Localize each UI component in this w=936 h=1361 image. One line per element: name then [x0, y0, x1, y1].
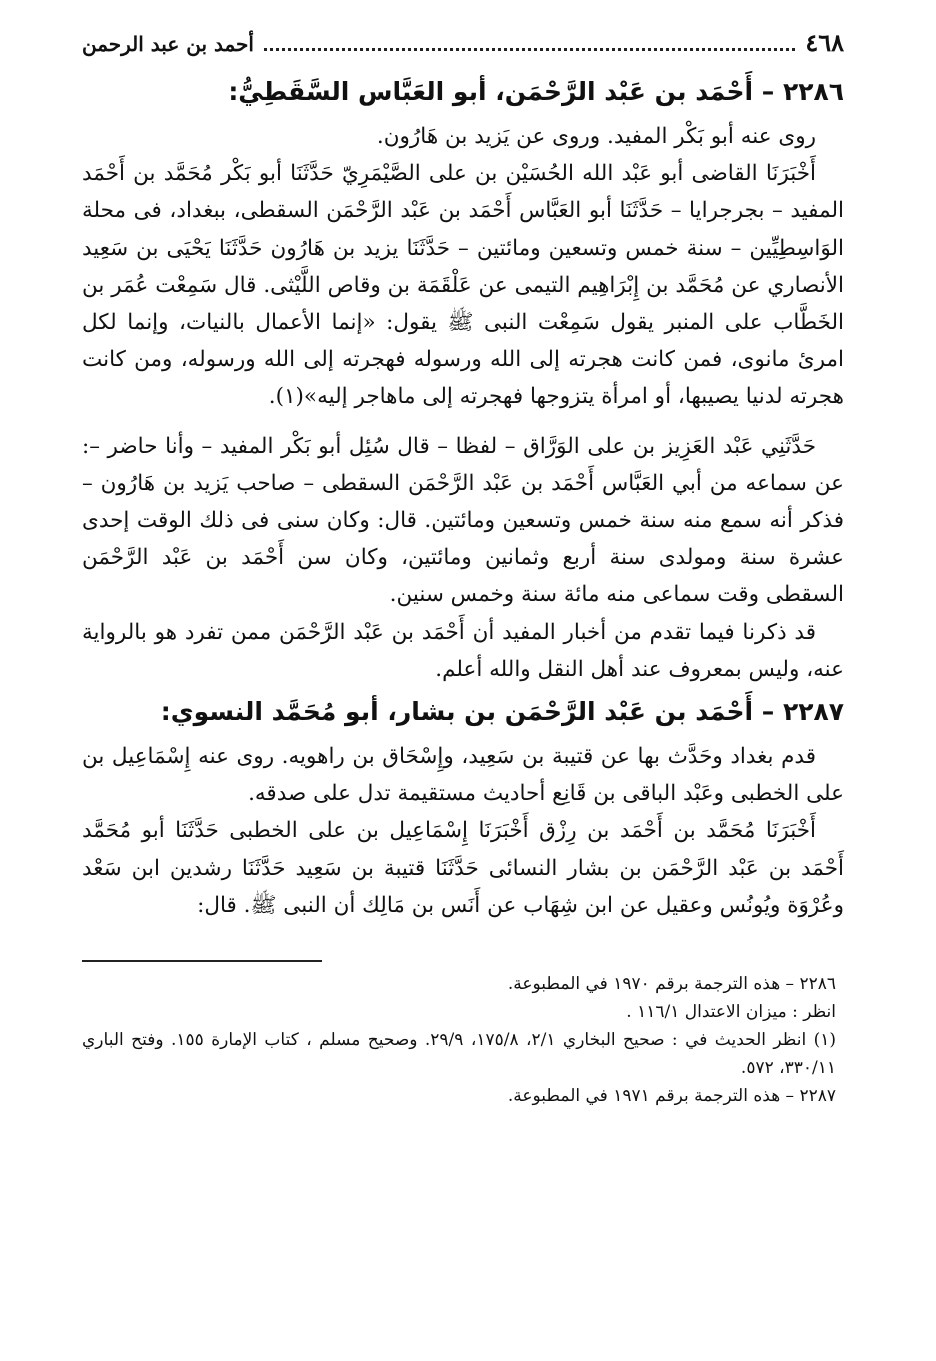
entry-heading: ٢٢٨٦ – أَحْمَد بن عَبْد الرَّحْمَن، أبو العَبَّاس السَّقَطِيُّ:	[228, 77, 844, 106]
footnote: (١) انظر الحديث في : صحيح البخاري ٢/١، ١٧٥/٨، ٢٩/٩. وصحيح مسلم ، كتاب الإمارة ١٥٥. وفتح الباري ٣٣٠/١١، ٥٧٢.	[82, 1030, 837, 1079]
page-header	[82, 28, 844, 68]
paragraph: قد ذكرنا فيما تقدم من أخبار المفيد أن أَحْمَد بن عَبْد الرَّحْمَن ممن تفرد هو بالرواية عنه، وليس بمعروف عند أهل النقل والله أعلم.	[82, 619, 844, 682]
running-title: أحمد بن عبد الرحمن	[82, 32, 254, 56]
footnotes	[82, 970, 836, 1110]
footnote: ٢٢٨٧ – هذه الترجمة برقم ١٩٧١ في المطبوعة.	[507, 1086, 836, 1107]
paragraph: روى عنه أبو بَكْر المفيد. وروى عن يَزيد بن هَارُون.	[376, 124, 816, 149]
page-number: ٤٦٨	[805, 28, 844, 57]
footnote-separator	[82, 960, 322, 962]
paragraph: أَخْبَرَنَا مُحَمَّد بن أَحْمَد بن رِزْق أَخْبَرَنَا إِسْمَاعِيل بن على الخطبى حَدَّثَنَا أبو مُحَمَّد أَحْمَد بن عَبْد الرَّحْمَن بن بشار النسائى حَدَّثَنَا قتيبة بن سَعِيد حَدَّثَنَا رشدين ابن سَعْد وعُرْوَة ويُونُس وعقيل عن ابن شِهَاب عن أَنَس بن مَالِك أن النبى ﷺ. قال:	[82, 818, 844, 918]
footnote: انظر : ميزان الاعتدال ١١٦/١ .	[626, 1002, 836, 1023]
paragraph: قدم بغداد وحَدَّث بها عن قتيبة بن سَعِيد، وإِسْحَاق بن راهويه. روى عنه إِسْمَاعِيل بن على الخطبى وعَبْد الباقى بن قَانِع أحاديث مستقيمة تدل على صدقه.	[82, 744, 844, 807]
paragraph: حَدَّثَنِي عَبْد العَزِيز بن على الوَرَّاق – لفظا – قال سُئِل أبو بَكْر المفيد – وأنا حاضر –: عن سماعه من أبي العَبَّاس أَحْمَد بن عَبْد الرَّحْمَن السقطى – صاحب يَزيد بن هَارُون – فذكر أنه سمع منه سنة خمس وتسعين ومائتين. قال: وكان سنى فى ذلك الوقت إحدى عشرة سنة ومولدى سنة أربع وثمانين ومائتين، وكان سن أَحْمَد بن عَبْد الرَّحْمَن السقطى وقت سماعى منه مائة سنة وخمس سنين.	[82, 433, 844, 608]
paragraph: أَخْبَرَنَا القاضى أبو عَبْد الله الحُسَيْن بن على الصَّيْمَرِيّ حَدَّثَنَا أبو بَكْر مُحَمَّد بن أَحْمَد المفيد – بجرجرايا – حَدَّثَنَا أبو العَبَّاس أَحْمَد بن عَبْد الرَّحْمَن السقطى، ببغداد، فى محلة الوَاسِطِيِّين – سنة خمس وتسعين ومائتين – حَدَّثَنَا يزيد بن هَارُون حَدَّثَنَا يَحْيَى بن سَعِيد الأنصاري عن مُحَمَّد بن إِبْرَاهِيم التيمى عن عَلْقَمَة بن وقاص اللَّيْثى. قال سَمِعْت عُمَر بن الخَطَّاب على المنبر يقول سَمِعْت النبى ﷺ يقول: «إنما الأعمال بالنيات، وإنما لكل امرئ مانوى، فمن كانت هجرته إلى الله ورسوله فهجرته إلى الله ورسوله، ومن كانت هجرته لدنيا يصيبها، أو امرأة يتزوجها فهجرته إلى ماهاجر إليه»(١).	[82, 161, 844, 410]
header-leader-dots	[264, 48, 795, 51]
entry-heading: ٢٢٨٧ – أَحْمَد بن عَبْد الرَّحْمَن بن بشار، أبو مُحَمَّد النسوي:	[160, 697, 844, 727]
entry-2287	[82, 690, 844, 924]
footnote: ٢٢٨٦ – هذه الترجمة برقم ١٩٧٠ في المطبوعة.	[507, 974, 836, 995]
entry-2286	[82, 70, 844, 688]
